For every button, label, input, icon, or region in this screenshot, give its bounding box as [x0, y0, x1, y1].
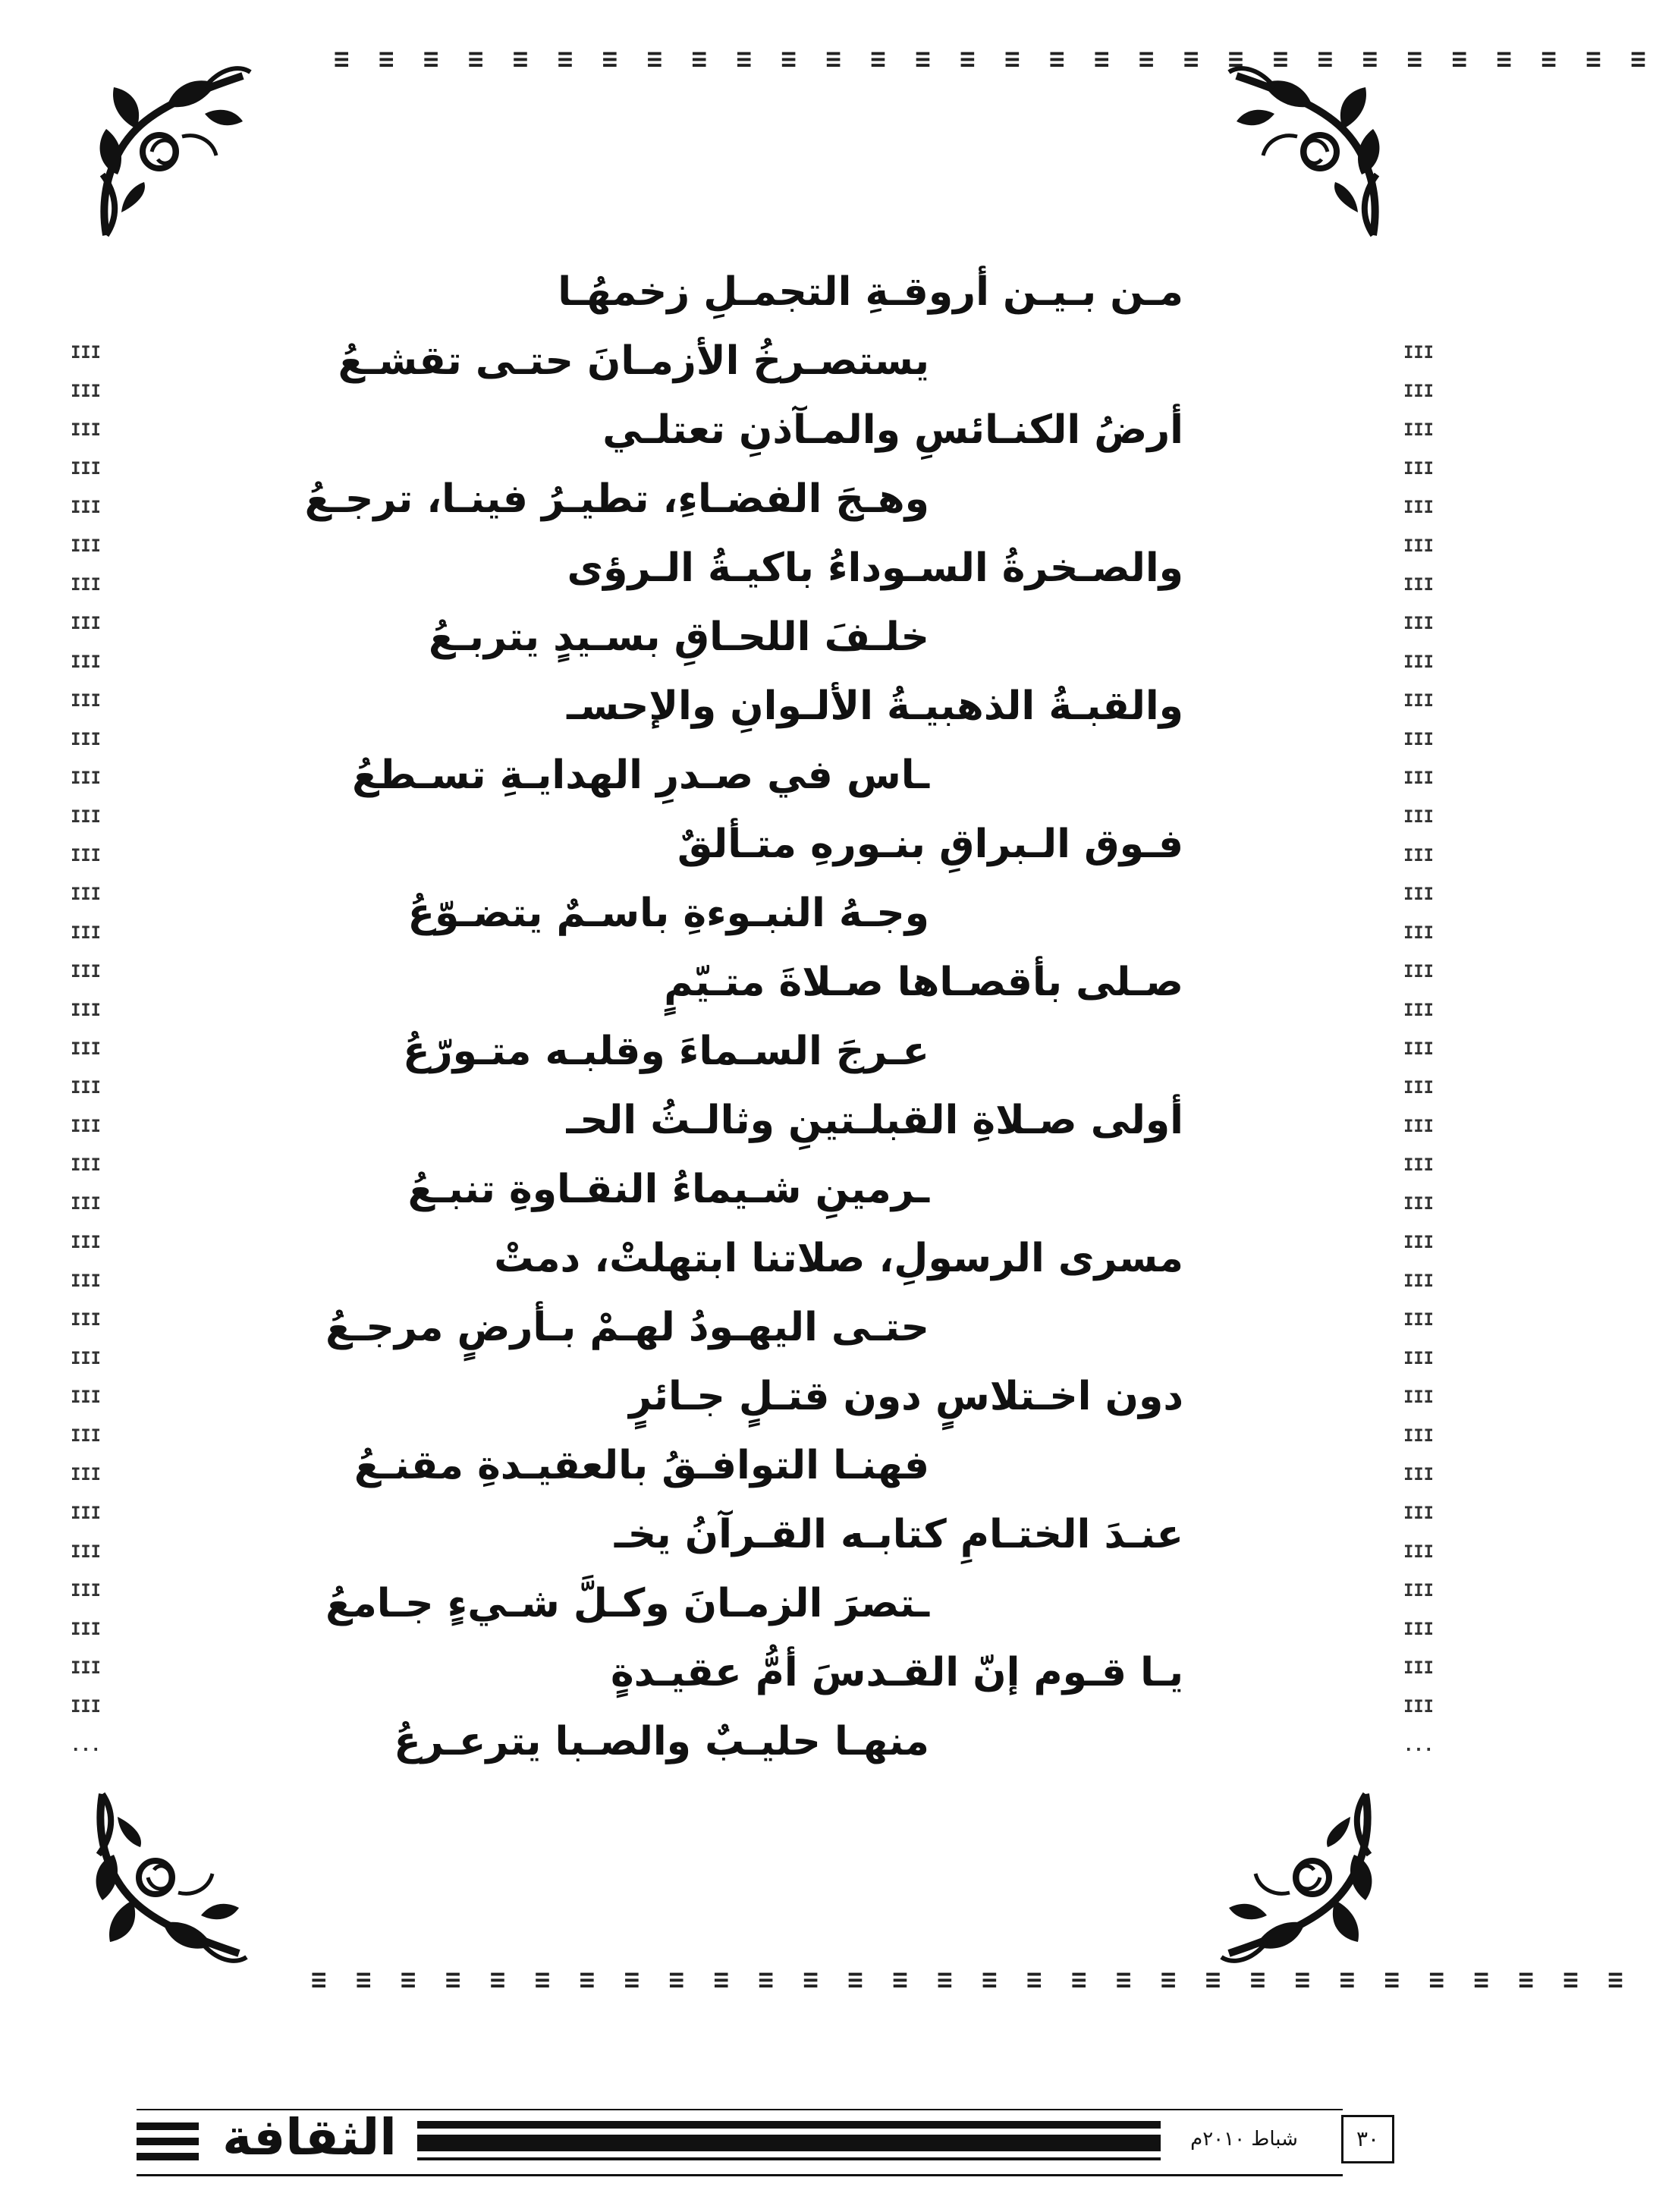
poem-line: والصـخرةُ السـوداءُ باكيـةُ الـرؤى	[567, 545, 1183, 591]
poem-line: وجـهُ النبـوءةِ باسـمٌ يتضـوّعُ	[407, 891, 929, 936]
poem-line: مسرى الرسولِ، صلاتنا ابتهلتْ، دمتْ	[494, 1236, 1183, 1281]
top-ornamental-rule: ≡ ≡ ≡ ≡ ≡ ≡ ≡ ≡ ≡ ≡ ≡ ≡ ≡ ≡ ≡ ≡ ≡ ≡ ≡ ≡ ≡ ≡ ≡ ≡ ≡ ≡ ≡ ≡ ≡ ≡	[334, 44, 1653, 74]
poem-line: عنـدَ الختـامِ كتابـه القـرآنُ يخـ	[614, 1512, 1183, 1557]
poem-line: حتـى اليهـودُ لهـمْ بـأرضٍ مرجـعُ	[325, 1305, 929, 1350]
page-number: ٣٠	[1341, 2115, 1394, 2163]
poem-line: ـرمينِ شـيماءُ النقـاوةِ تنبـعُ	[407, 1167, 929, 1212]
floral-corner-icon	[87, 1779, 254, 1968]
poem-line: ـاس في صـدرِ الهدايـةِ تسـطعُ	[352, 753, 929, 798]
right-border-ornament: III III III III III III III III III III III III III III III III III III III III III III III III III III III III III III III III III III III III ...	[1403, 344, 1434, 1755]
floral-corner-icon	[1214, 1779, 1381, 1968]
footer-bars-left	[137, 2122, 199, 2168]
poem-line: مـن بـيـن أروقـةِ التجمـلِ زخمهُـا	[558, 269, 1183, 315]
poem-line: ـتصرَ الزمـانَ وكـلَّ شـيءٍ جـامعُ	[325, 1581, 929, 1626]
floral-corner-icon	[91, 61, 258, 250]
poem-line: والقبـةُ الذهبيـةُ الألـوانِ والإحسـ	[567, 683, 1183, 729]
magazine-title: الثقافة	[222, 2108, 397, 2166]
poem-line: خلـفَ اللحـاقِ بسـيدٍ يتربـعُ	[429, 614, 929, 660]
poem-line: منهـا حليـبٌ والصـبا يترعـرعُ	[394, 1719, 929, 1764]
poem-line: يـا قـوم إنّ القـدسَ أمُّ عقيـدةٍ	[610, 1650, 1183, 1695]
poem-line: وهـجَ الفضـاءِ، تطيـرُ فينـا، ترجـعُ	[304, 476, 929, 522]
poem-line: فهنـا التوافـقُ بالعقيـدةِ مقنـعُ	[354, 1443, 929, 1488]
poem-body	[304, 258, 1183, 1777]
footer-bottom-line	[137, 2174, 1343, 2176]
poem-line: فـوق الـبراقِ بنـورهِ متـألقٌ	[677, 822, 1183, 867]
footer-bars-middle	[417, 2121, 1161, 2160]
left-border-ornament: III III III III III III III III III III III III III III III III III III III III III III III III III III III III III III III III III III III III ...	[71, 344, 101, 1755]
poem-line: أرضُ الكنـائسِ والمـآذنِ تعتلـي	[602, 407, 1183, 453]
issue-date: شباط ٢٠١٠م	[1190, 2128, 1298, 2151]
poem-line: أولى صـلاةِ القبلـتينِ وثالـثُ الحـ	[566, 1098, 1183, 1143]
poem-line: صـلى بأقصـاها صـلاةَ متـيّمٍ	[664, 960, 1183, 1005]
poem-line: عـرجَ السـماءَ وقلبـه متـورّعُ	[403, 1029, 929, 1074]
floral-corner-icon	[1221, 61, 1388, 250]
poem-line: يستصـرخُ الأزمـانَ حتـى تقشـعُ	[338, 338, 929, 384]
poem-line: دون اخـتلاسٍ دون قتـلٍ جـائرٍ	[629, 1374, 1183, 1419]
bottom-ornamental-rule: ≡ ≡ ≡ ≡ ≡ ≡ ≡ ≡ ≡ ≡ ≡ ≡ ≡ ≡ ≡ ≡ ≡ ≡ ≡ ≡ ≡ ≡ ≡ ≡ ≡ ≡ ≡ ≡ ≡ ≡	[311, 1965, 1630, 1995]
